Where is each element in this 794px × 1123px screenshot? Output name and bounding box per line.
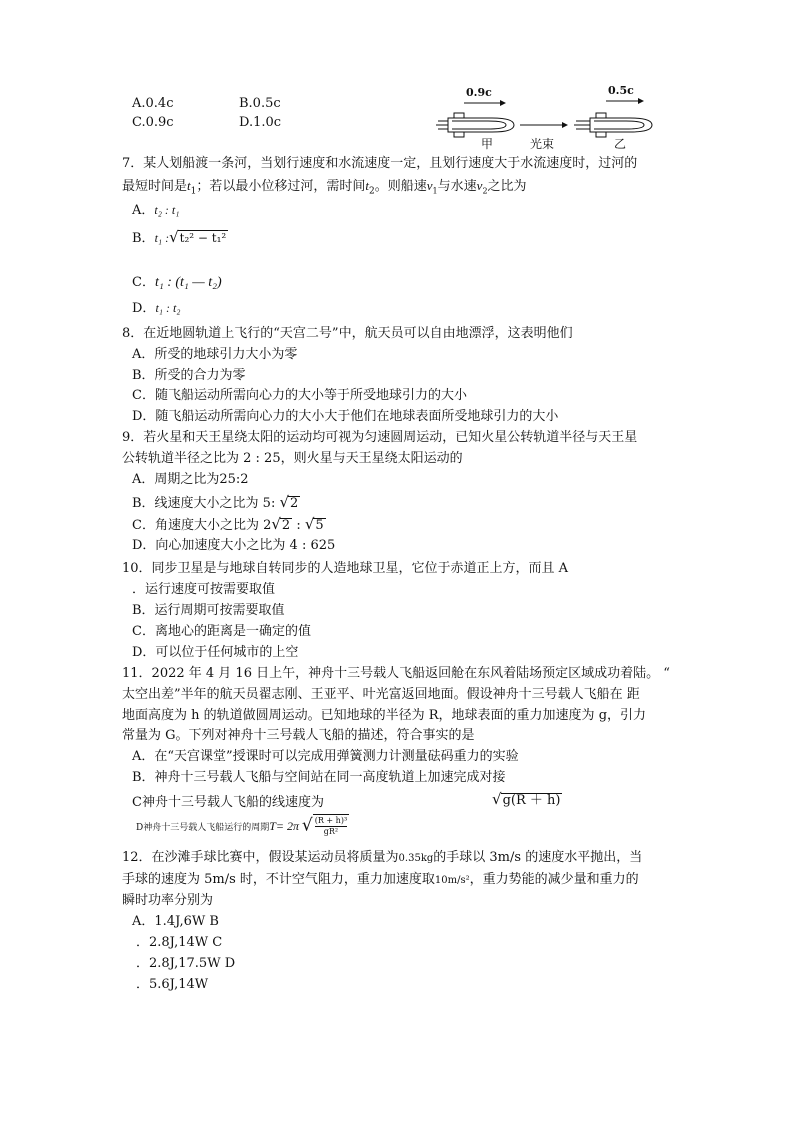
q11-stem-line4: 常量为 G。下列对神舟十三号载人飞船的描述，符合事实的是 — [122, 728, 475, 743]
q10-option-d: D．可以位于任何城市的上空 — [132, 645, 299, 660]
speed-right-label: 0.5c — [608, 84, 634, 97]
q7-option-c: C．t₁ : (t₁ — t₂) — [132, 275, 222, 290]
q11-stem-line2: 太空出差”半年的航天员翟志刚、王亚平、叶光富返回地面。假设神舟十三号载人飞船在 距 — [122, 687, 640, 702]
q8-option-a: A．所受的地球引力大小为零 — [132, 347, 298, 362]
q11-option-b: B．神舟十三号载人飞船与空间站在同一高度轨道上加速完成对接 — [132, 770, 506, 785]
q11-option-a: A．在“天宫课堂”授课时可以完成用弹簧测力计测量砝码重力的实验 — [132, 749, 519, 764]
q12-options-line2: ．2.8J,14W C — [136, 935, 223, 950]
q9-option-a: A．周期之比为25:2 — [132, 472, 249, 487]
q12-options-line1: A．1.4J,6W B — [132, 914, 219, 929]
q10-option-c: C．离地心的距离是一确定的值 — [132, 624, 311, 639]
speed-left-label: 0.9c — [466, 86, 492, 99]
spaceship-left-icon — [436, 113, 514, 137]
q8-stem: 8．在近地圆轨道上飞行的“天宫二号”中，航天员可以自由地漂浮，这表明他们 — [122, 326, 573, 341]
q11-stem-line3: 地面高度为 h 的轨道做圆周运动。已知地球的半径为 R，地球表面的重力加速度为 g，引力 — [122, 708, 647, 723]
q11-stem-line1: 11．2022 年 4 月 16 日上午，神舟十三号载人飞船返回舱在东风着陆场预定区域成功着陆。 “ — [122, 666, 670, 681]
q8-option-b: B．所受的合力为零 — [132, 368, 246, 383]
q6-option-b: B.0.5c — [239, 96, 281, 111]
q12-stem-line1: 12．在沙滩手球比赛中，假设某运动员将质量为0.35kg的手球以 3m/s 的速度水平抛出，当 — [122, 850, 643, 865]
q6-option-c: C.0.9c — [132, 115, 174, 130]
q10-stem: 10．同步卫星是与地球自转同步的人造地球卫星，它位于赤道正上方，而且 A — [122, 561, 569, 576]
q8-option-d: D．随飞船运动所需向心力的大小大于他们在地球表面所受地球引力的大小 — [132, 409, 559, 424]
q7-stem-line1: 7．某人划船渡一条河，当划行速度和水流速度一定，且划行速度大于水流速度时，过河的 — [122, 156, 638, 171]
light-beam-label: 光束 — [530, 137, 555, 151]
spaceship-right-icon — [574, 113, 652, 137]
q9-option-c: C．角速度大小之比为 2√2 : √5 — [132, 515, 324, 533]
q9-stem-line2: 公转轨道半径之比为 2 : 25，则火星与天王星绕太阳运动的 — [122, 451, 463, 466]
q6-option-d: D.1.0c — [239, 115, 282, 130]
q9-option-d: D．向心加速度大小之比为 4 : 625 — [132, 538, 336, 553]
q7-stem-line2: 最短时间是$t_1$；若以最小位移过河，需时间$t_2$。则船速$v_1$与水速$v_2$之比为 — [122, 178, 527, 197]
q10-option-b: B．运行周期可按需要取值 — [132, 603, 285, 618]
q8-option-c: C．随飞船运动所需向心力的大小等于所受地球引力的大小 — [132, 388, 467, 403]
q12-options-line3: ．2.8J,17.5W D — [136, 956, 236, 971]
q7-option-d: D．t₁ : t₂ — [132, 301, 181, 316]
q9-stem-line1: 9．若火星和天王星绕太阳的运动均可视为匀速圆周运动，已知火星公转轨道半径与天王星 — [122, 430, 638, 445]
q6-option-a: A.0.4c — [132, 96, 174, 111]
ship-left-label: 甲 — [481, 137, 494, 151]
ship-right-label: 乙 — [614, 137, 627, 151]
q12-options-line4: ．5.6J,14W — [136, 977, 209, 992]
q12-stem-line2: 手球的速度为 5m/s 时，不计空气阻力，重力加速度取10m/s²，重力势能的减少量和重力的 — [122, 872, 639, 887]
q9-option-b: B．线速度大小之比为 5: √2 — [132, 493, 299, 511]
q7-option-a: A．t₂ : t₁ — [132, 203, 180, 218]
q12-stem-line3: 瞬时功率分别为 — [122, 893, 214, 908]
q11-option-d: D神舟十三号载人飞船运行的周期T= 2π √ $\frac{\text{(R + h)³}}{\text{gR²}}$ — [136, 815, 348, 836]
q11-option-c: C神舟十三号载人飞船的线速度为 — [132, 795, 324, 810]
q11-option-c-formula: √g(R ＋ h) — [492, 790, 561, 808]
q10-option-a: ．运行速度可按需要取值 — [132, 582, 276, 597]
q7-option-b: B．t₁ :√t₂² − t₁² — [132, 228, 227, 246]
